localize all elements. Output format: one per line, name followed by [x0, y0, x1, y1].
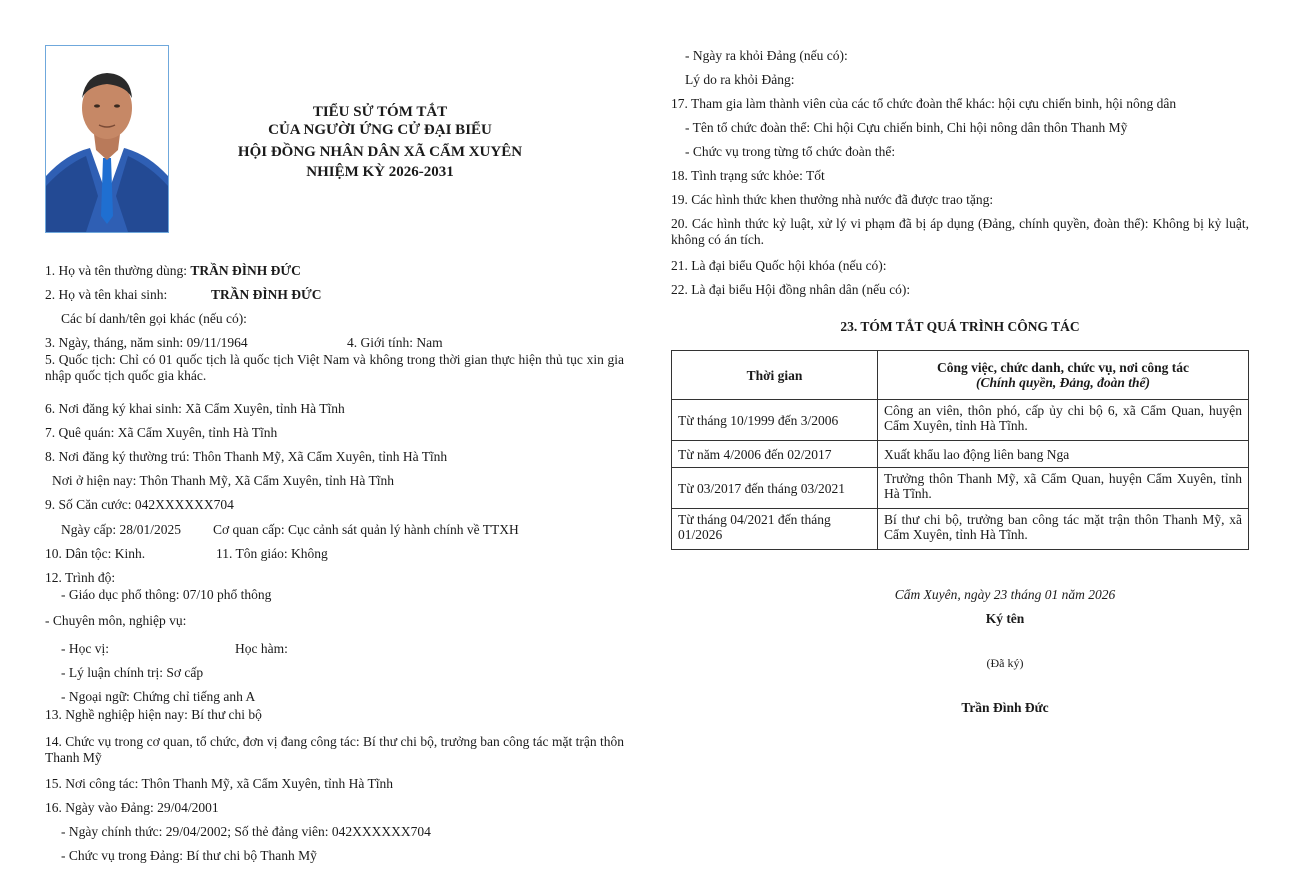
table-cell-time: Từ tháng 04/2021 đến tháng 01/2026 — [672, 509, 878, 550]
field-id-issue-date: Ngày cấp: 28/01/2025 — [61, 522, 181, 537]
table-header-work-line1: Công việc, chức danh, chức vụ, nơi công tác — [936, 360, 1190, 375]
field-party-leave-reason: Lý do ra khỏi Đảng: — [685, 72, 795, 87]
field-degree: - Học vị: — [61, 641, 109, 656]
portrait-image — [46, 46, 168, 232]
field-national-assembly: 21. Là đại biểu Quốc hội khóa (nếu có): — [671, 258, 887, 273]
table-row — [672, 509, 1249, 550]
field-party-join-date: 16. Ngày vào Đảng: 29/04/2001 — [45, 800, 219, 815]
field-gender: 4. Giới tính: Nam — [347, 335, 443, 350]
field-general-education: - Giáo dục phổ thông: 07/10 phổ thông — [61, 587, 272, 602]
field-peoples-council: 22. Là đại biểu Hội đồng nhân dân (nếu có): — [671, 282, 911, 297]
field-awards: 19. Các hình thức khen thưởng nhà nước đã được trao tặng: — [671, 192, 994, 207]
field-common-name — [45, 263, 301, 279]
table-cell-work: Xuất khẩu lao động liên bang Nga — [878, 441, 1249, 468]
field-birth-name-value: TRẦN ĐÌNH ĐỨC — [211, 287, 322, 302]
field-education: 12. Trình độ: — [45, 570, 116, 585]
signature-name: Trần Đình Đức — [961, 700, 1049, 715]
doc-title-line3: HỘI ĐỒNG NHÂN DÂN XÃ CẨM XUYÊN — [237, 144, 523, 160]
field-party-position: - Chức vụ trong Đảng: Bí thư chi bộ Thanh Mỹ — [61, 848, 317, 863]
field-political-theory: - Lý luận chính trị: Sơ cấp — [61, 665, 204, 680]
signature-signed-note: (Đã ký) — [986, 656, 1024, 670]
field-birth-registration: 6. Nơi đăng ký khai sinh: Xã Cẩm Xuyên, tỉnh Hà Tĩnh — [45, 401, 345, 416]
field-workplace: 15. Nơi công tác: Thôn Thanh Mỹ, xã Cẩm Xuyên, tỉnh Hà Tĩnh — [45, 776, 393, 791]
field-current-residence: Nơi ở hiện nay: Thôn Thanh Mỹ, Xã Cẩm Xuyên, tỉnh Hà Tĩnh — [52, 473, 394, 488]
table-header-time: Thời gian — [672, 351, 878, 400]
field-permanent-residence: 8. Nơi đăng ký thường trú: Thôn Thanh Mỹ, Xã Cẩm Xuyên, tỉnh Hà Tĩnh — [45, 449, 448, 464]
work-history-table — [671, 350, 1249, 550]
field-dob: 3. Ngày, tháng, năm sinh: 09/11/1964 — [45, 335, 248, 350]
field-hometown: 7. Quê quán: Xã Cẩm Xuyên, tỉnh Hà Tĩnh — [45, 425, 278, 440]
table-cell-work: Bí thư chi bộ, trưởng ban công tác mặt trận thôn Thanh Mỹ, xã Cẩm Xuyên, tỉnh Hà Tĩnh. — [878, 509, 1249, 550]
table-header-row — [672, 351, 1249, 400]
signature-place-date: Cẩm Xuyên, ngày 23 tháng 01 năm 2026 — [894, 587, 1116, 602]
field-religion: 11. Tôn giáo: Không — [216, 546, 328, 561]
field-value: TRẦN ĐÌNH ĐỨC — [190, 263, 301, 278]
table-cell-time: Từ 03/2017 đến tháng 03/2021 — [672, 468, 878, 509]
field-id-number: 9. Số Căn cước: 042XXXXXX704 — [45, 497, 234, 512]
doc-title-line2: CỦA NGƯỜI ỨNG CỬ ĐẠI BIỂU — [268, 122, 492, 138]
field-ethnicity: 10. Dân tộc: Kinh. — [45, 546, 146, 561]
signature-label: Ký tên — [985, 611, 1025, 626]
field-label: 1. Họ và tên thường dùng: — [45, 263, 191, 278]
section-work-history-title: 23. TÓM TẮT QUÁ TRÌNH CÔNG TÁC — [840, 319, 1080, 334]
table-cell-work: Công an viên, thôn phó, cấp ủy chi bộ 6, xã Cẩm Quan, huyện Cẩm Xuyên, tỉnh Hà Tĩnh. — [878, 400, 1249, 441]
field-organization-names: - Tên tổ chức đoàn thể: Chi hội Cựu chiến binh, Chi hội nông dân thôn Thanh Mỹ — [685, 120, 1128, 135]
candidate-photo — [45, 45, 169, 233]
field-aliases: Các bí danh/tên gọi khác (nếu có): — [61, 311, 247, 326]
table-row — [672, 468, 1249, 509]
field-position: 14. Chức vụ trong cơ quan, tổ chức, đơn vị đang công tác: Bí thư chi bộ, trưởng ban công tác mặt trận thôn Thanh Mỹ — [45, 734, 624, 765]
field-professional: - Chuyên môn, nghiệp vụ: — [45, 613, 187, 628]
field-birth-name-label: 2. Họ và tên khai sinh: — [45, 287, 168, 302]
field-party-leave-date: - Ngày ra khỏi Đảng (nếu có): — [685, 48, 848, 63]
field-organizations: 17. Tham gia làm thành viên của các tổ chức đoàn thể khác: hội cựu chiến binh, hội nông dân — [671, 96, 1177, 111]
field-party-official-date: - Ngày chính thức: 29/04/2002; Số thẻ đảng viên: 042XXXXXX704 — [61, 824, 431, 839]
table-header-work — [878, 351, 1249, 400]
table-cell-work: Trưởng thôn Thanh Mỹ, xã Cẩm Quan, huyện Cẩm Xuyên, tỉnh Hà Tĩnh. — [878, 468, 1249, 509]
field-discipline: 20. Các hình thức kỷ luật, xử lý vi phạm đã bị áp dụng (Đảng, chính quyền, đoàn thể): Không bị kỷ luật, không có án tích. — [671, 216, 1249, 247]
field-occupation: 13. Nghề nghiệp hiện nay: Bí thư chi bộ — [45, 707, 262, 722]
table-row — [672, 441, 1249, 468]
field-organization-roles: - Chức vụ trong từng tổ chức đoàn thể: — [685, 144, 896, 159]
table-cell-time: Từ tháng 10/1999 đến 3/2006 — [672, 400, 878, 441]
doc-title-line4: NHIỆM KỲ 2026-2031 — [306, 164, 454, 180]
table-row — [672, 400, 1249, 441]
field-id-issuer: Cơ quan cấp: Cục cảnh sát quản lý hành chính về TTXH — [213, 522, 519, 537]
doc-title-line1: TIỂU SỬ TÓM TẮT — [312, 104, 448, 120]
table-header-work-line2: (Chính quyền, Đảng, đoàn thể) — [975, 375, 1151, 390]
field-nationality: 5. Quốc tịch: Chỉ có 01 quốc tịch là quốc tịch Việt Nam và không trong thời gian thực hiện thủ tục xin gia nhập quốc tịch quốc gia khác. — [45, 352, 624, 383]
table-cell-time: Từ năm 4/2006 đến 02/2017 — [672, 441, 878, 468]
field-academic-title: Học hàm: — [235, 641, 288, 656]
field-health: 18. Tình trạng sức khỏe: Tốt — [671, 168, 825, 183]
field-foreign-language: - Ngoại ngữ: Chứng chỉ tiếng anh A — [61, 689, 256, 704]
